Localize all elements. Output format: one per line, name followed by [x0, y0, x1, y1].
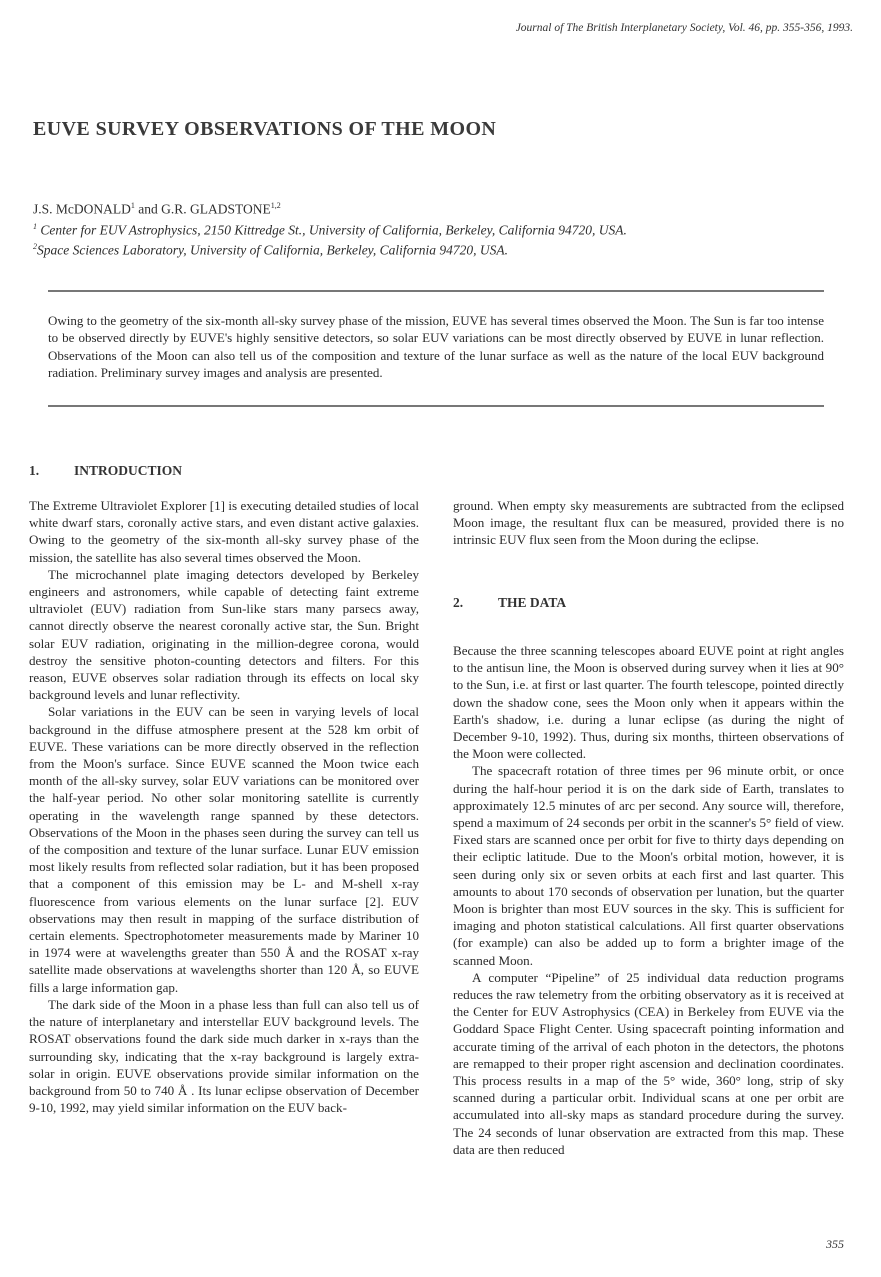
right-column-continuation	[453, 497, 844, 549]
author-affiliation-mark: 1,2	[270, 201, 281, 210]
right-column	[453, 642, 844, 1158]
affiliation-text: Space Sciences Laboratory, University of California, Berkeley, California 94720, USA.	[37, 242, 508, 258]
abstract-bottom-rule	[48, 405, 824, 407]
paragraph: The microchannel plate imaging detectors developed by Berkeley engineers and astronomers, while capable of detecting faint extreme ultraviolet (EUV) radiation from Sun-like stars many parsecs away, cannot directly observe the nearest coronally active star, the Sun. Bright solar EUV radiation, originating in the million-degree corona, would destroy the sensitive photon-counting detectors and filters. For this reason, EUVE observes solar radiation through its effects on local sky background levels and lunar reflectivity.	[29, 566, 419, 703]
affiliation	[33, 218, 627, 239]
affiliation-mark: 1	[33, 221, 37, 231]
section-heading-introduction	[29, 463, 182, 479]
section-number: 2.	[453, 595, 464, 610]
paragraph: The Extreme Ultraviolet Explorer [1] is executing detailed studies of local white dwarf stars, coronally active stars, and even distant active galaxies. Owing to the geometry of the six-month all-sky survey phase of the mission, the satellite has also several times observed the Moon.	[29, 498, 419, 565]
paragraph: Solar variations in the EUV can be seen in varying levels of local background in the diffuse atmosphere present at the 528 km orbit of EUVE. These variations can be more directly observed in the reflection from the Moon's surface. Since EUVE scanned the Moon twice each month of the all-sky survey, solar EUV variations can be monitored over the half-year period. No other solar monitoring satellite is currently operating in the wavelength range spanned by these detectors. Observations of the Moon in the phases seen during the survey can tell us of the composition and texture of the lunar surface. Lunar EUV emission most likely results from reflected solar radiation, but it has been proposed that a component of this emission may be L- and M-shell x-ray fluorescence from various elements on the lunar surface [2]. EUV observations may then result in mapping of the surface distribution of certain elements. Spectrophotometer measurements made by Mariner 10 in 1974 were at wavelengths greater than 550 Å and the ROSAT x-ray satellite made observations at wavelengths shorter than 120 Å, so EUVE fills a large information gap.	[29, 704, 419, 995]
paper-title: EUVE SURVEY OBSERVATIONS OF THE MOON	[33, 118, 497, 140]
paragraph: ground. When empty sky measurements are subtracted from the eclipsed Moon image, the resultant flux can be measured, provided there is no intrinsic EUV flux seen from the Moon during the eclipse.	[453, 498, 844, 548]
author-name: G.R. GLADSTONE	[161, 201, 271, 217]
journal-citation: Journal of The British Interplanetary Society, Vol. 46, pp. 355-356, 1993.	[515, 22, 853, 34]
paragraph: The spacecraft rotation of three times per 96 minute orbit, or once during the half-hour period it is on the dark side of Earth, translates to approximately 12.5 minutes of arc per second. Any source will, therefore, spend a maximum of 24 seconds per orbit in the scanner's 5° field of view. Fixed stars are scanned once per orbit for five to thirty days depending on their ecliptic latitude. Due to the Moon's orbital motion, however, it is seen during only six or seven orbits at each first and last quarter. This amounts to about 170 seconds of observation per lunation, but the quarter Moon is brighter than most EUV sources in the sky. This is sufficient for imaging and photon statistical calculations. All first quarter observations (for example) can also be added up to form a brighter image of the scanned Moon.	[453, 763, 844, 968]
left-column	[29, 497, 419, 1116]
section-number: 1.	[29, 463, 40, 478]
affiliation-mark: 2	[33, 242, 37, 251]
author-name: J.S. McDONALD	[33, 201, 131, 217]
affiliation	[33, 238, 627, 259]
page-number: 355	[826, 1237, 844, 1251]
abstract: Owing to the geometry of the six-month all-sky survey phase of the mission, EUVE has several times observed the Moon. The Sun is far too intense to be observed directly by EUVE's highly sensitive detectors, so solar EUV variations can be most directly observed by EUVE in lunar reflection. Observations of the Moon can also tell us of the composition and texture of the lunar surface as well as the nature of the local EUV background radiation. Preliminary survey images and analysis are presented.	[48, 313, 824, 381]
section-title: INTRODUCTION	[74, 463, 183, 478]
author-affiliation-mark: 1	[130, 201, 135, 210]
section-title: THE DATA	[498, 595, 567, 610]
paragraph: The dark side of the Moon in a phase less than full can also tell us of the nature of interplanetary and interstellar EUV background levels. The ROSAT observations found the dark side much darker in x-rays than the surrounding sky, indicating that the x-ray background is largely extra-solar in origin. EUVE observations provide similar information on the background from 50 to 740 Å . Its lunar eclipse observation of December 9-10, 1992, may yield similar information on the EUV back-	[29, 996, 419, 1116]
author-line	[33, 197, 627, 218]
abstract-top-rule	[48, 290, 824, 292]
author-connector: and	[134, 201, 162, 217]
paragraph: Because the three scanning telescopes aboard EUVE point at right angles to the antisun line, the Moon is observed during survey when it lies at 90° to the Sun, i.e. at first or last quarter. The fourth telescope, pointed directly down the shadow cone, sees the Moon only when it appears within the Earth's shadow, i.e. during a lunar eclipse (as during the night of December 9-10, 1992). Thus, during six months, thirteen observations of the Moon were collected.	[453, 643, 845, 762]
author-block	[33, 197, 627, 259]
section-heading-the-data	[453, 595, 566, 611]
paragraph: A computer “Pipeline” of 25 individual data reduction programs reduces the raw telemetry from the orbiting observatory as it is received at the Center for EUV Astrophysics (CEA) in Berkeley from EUVE via the Goddard Space Flight Center. Using spacecraft pointing information and accurate timing of the arrival of each photon in the detectors, the photons are remapped to their proper right ascension and declination coordinates. This process results in a map of the 5° wide, 360° long, strip of sky scanned during a particular orbit. Individual scans at one per orbit are accumulated into all-sky maps as standard procedure during the survey. The 24 seconds of lunar observation are extracted from this map. These data are then reduced	[453, 969, 844, 1157]
affiliation-text: Center for EUV Astrophysics, 2150 Kittredge St., University of California, Berkeley, California 94720, USA.	[37, 222, 627, 237]
